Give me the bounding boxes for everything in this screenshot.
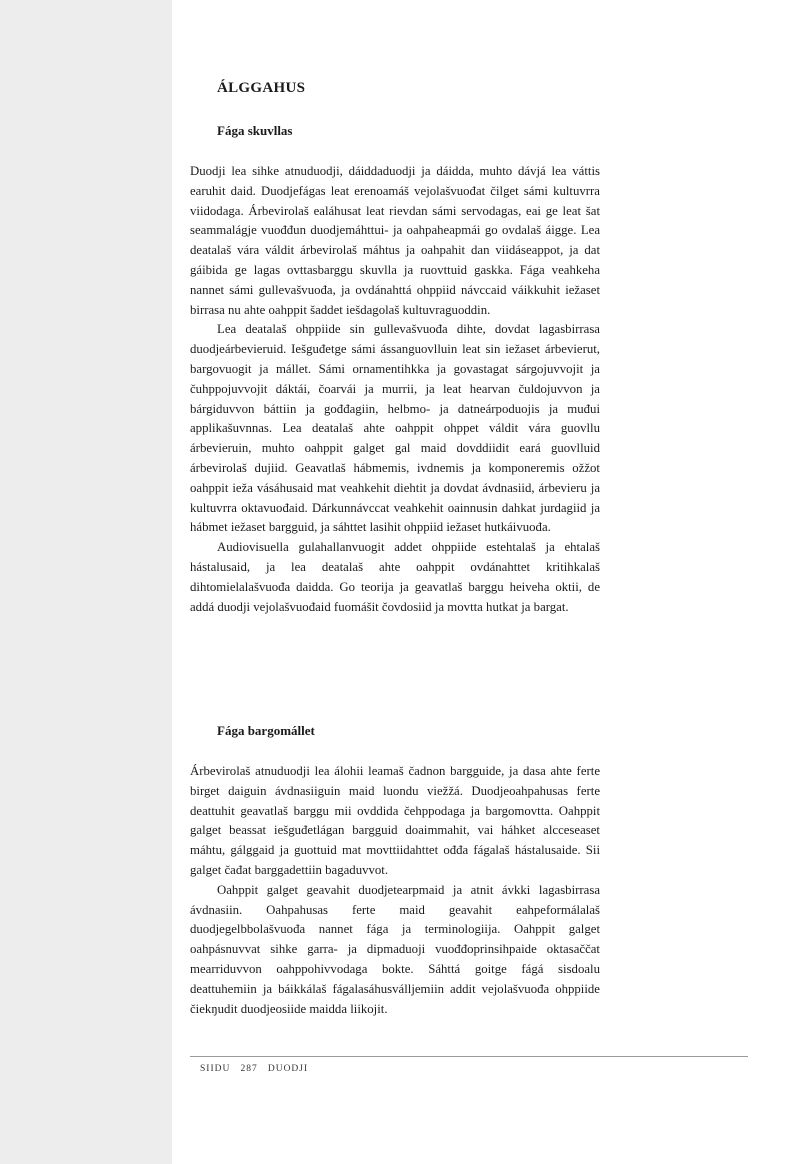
footer-rule <box>190 1056 748 1057</box>
section-faga-bargomallet <box>190 762 600 1019</box>
paragraph: Lea deatalaš ohppiide sin gullevašvuođa dihte, dovdat lagasbirrasa duodjeárbevieruid. Iešguđetge sámi ássanguovlluin leat sin iežaset árbevierut, bargovuogit ja mállet. Sámi ornamentihkka ja govastagat sárgojuvvojit ja čuhppojuvvojit dáktái, čoarvái ja murrii, ja leat hearvan čuldojuvvon ja bárgiduvvon báttiin ja gođđagiin, helbmo- ja datneárpoduojis ja muđui applikašuvnnas. Lea deatalaš ahte oahppit ohppet váldit vára guovllu árbevieruin, muhto oahppit galget gal maid dovddiidit eará guovlluid árbevirolaš dujiid. Geavatlaš hábmemis, ivdnemis ja komponeremis ožžot oahppit ieža vásáhusaid mat veahkehit diehtit ja dovdat ávdnasiid, árbevieru ja kultuvrra oktavuođaid. Dárkunnávccat veahkehit oainnusin dahkat jurdagiid ja hábmet iežaset bargguid, ja sáhttet lasihit ohppiid iežaset hutkáivuođa. <box>190 322 600 535</box>
footer-chapter-label: DUODJI <box>267 1064 309 1074</box>
section-title-faga-skuvllas: Fága skuvllas <box>217 123 293 138</box>
paragraph: Oahppit galget geavahit duodjetearpmaid ja atnit ávkki lagasbirrasa ávdnasiin. Oahpahusas ferte maid geavahit eahpeformálalaš duodjegelbbolašvuođa nannet fága ja terminologiija. Oahppit galget oahpásnuvvat sihke garra- ja dipmaduoji vuođđoprinsihpaide oktasaččat mearriduvvon oahppohivvodaga bokte. Sáhttá goitge fágá sisdoalu deattuhemiin ja báikkálaš fágalasáhusválljemiin addit vejolašvuođa ohppiide čiekŋudit duodjeosiide maidda liikojit. <box>190 882 600 1016</box>
page-left-margin <box>0 0 172 1164</box>
section-faga-skuvllas <box>190 162 600 617</box>
section-title-faga-bargomallet: Fága bargomállet <box>217 723 315 738</box>
paragraph: Duodji lea sihke atnuduodji, dáiddaduodji ja dáidda, muhto dávjá lea váttis earuhit daid. Duodjefágas leat erenoamáš vejolašvuođat čilget sámi kultuvrra viidodaga. Árbevirolaš ealáhusat leat rievdan sámi servodagas, eai ge leat šat seammalágje vuođđun duodjemáhttui- ja oahpaheapmái go ovdalaš áigge. Lea deatalaš vára váldit árbevirolaš máhtus ja oahpahit dan viidáseappot, ja dat gáibida ge lagas ovttasbarggu skuvlla ja ruovttuid gaskka. Fága veahkeha nannet sámi gullevašvuođa, ja ovdánahttá ohppiid návccaid váikkuhit iežaset birrasa nu ahte oahppit šaddet iešdagolaš kultuvraguoddin. <box>190 164 600 317</box>
page-footer <box>200 1064 308 1074</box>
paragraph: Audiovisuella gulahallanvuogit addet ohppiide estehtalaš ja ehtalaš hástalusaid, ja lea deatalaš ahte oahppit ovdánahttet kritihkalaš dihtomielalašvuođa daidda. Go teorija ja geavatlaš barggu heiveha oktii, de addá duodji vejolašvuođaid fuomášit čovdosiid ja movtta hutkat ja bargat. <box>190 540 600 614</box>
footer-page-number: 287 <box>240 1064 258 1074</box>
page-heading: ÁLGGAHUS <box>217 80 306 96</box>
footer-section-label: SIIDU <box>200 1064 231 1074</box>
paragraph: Árbevirolaš atnuduodji lea álohii leamaš čadnon bargguide, ja dasa ahte ferte birget daiguin ávdnasiiguin maid luondu viežžá. Duodjeoahpahusas ferte deattuhit geavatlaš barggu mii ovddida čehppodaga ja bargomovtta. Oahppit galget beassat iešguđetlágan bargguid doaimmahit, vai háhket alcceseaset máhtu, gálggaid ja guottuid mat movttiidahttet ođđa fágalaš hástalusaide. Sii galget čađat barggadettiin bagaduvvot. <box>190 764 600 877</box>
